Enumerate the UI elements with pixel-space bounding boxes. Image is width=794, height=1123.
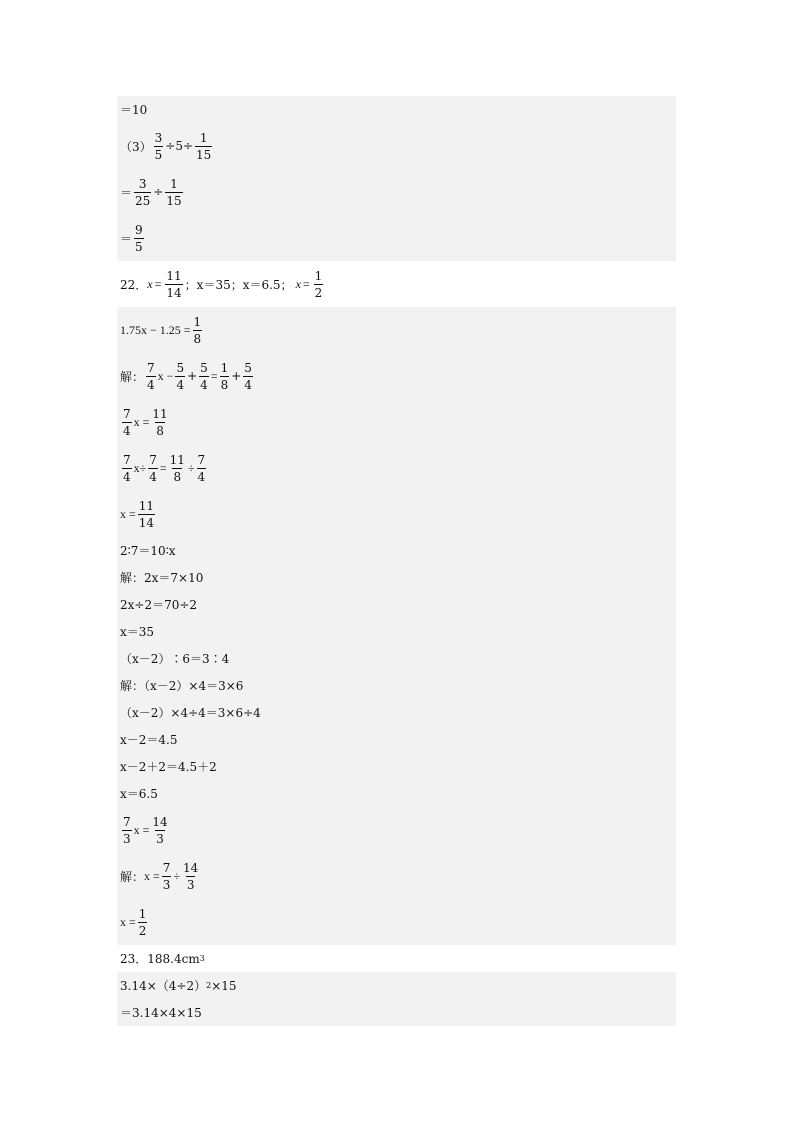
numerator: 1 <box>314 268 323 283</box>
fraction <box>122 816 132 845</box>
operator: ÷5÷ <box>165 139 194 153</box>
denominator: 2 <box>138 923 147 938</box>
text: x－2＝4.5 <box>120 733 178 747</box>
denominator: 4 <box>149 469 157 484</box>
denominator: 8 <box>156 423 164 438</box>
superscript: 2 <box>206 981 212 990</box>
fraction <box>162 862 172 891</box>
text: x＝6.5 <box>120 787 158 801</box>
fraction <box>122 454 132 483</box>
operator: + <box>231 369 242 383</box>
text: 解：2x＝7×10 <box>120 571 204 585</box>
denominator: 14 <box>166 285 182 300</box>
proportion-line <box>117 780 676 807</box>
denominator: 25 <box>135 193 151 208</box>
text: x = <box>133 822 150 837</box>
denominator: 5 <box>135 239 143 254</box>
fraction <box>138 908 148 937</box>
ratio-equation-3 <box>117 899 676 945</box>
text: 2x÷2＝70÷2 <box>120 598 198 612</box>
fraction <box>197 454 207 483</box>
question-22-answer <box>117 261 676 307</box>
denominator: 3 <box>123 831 131 846</box>
ratio-equation-1 <box>117 807 676 853</box>
denominator: 4 <box>147 377 155 392</box>
numerator: 7 <box>123 406 131 421</box>
ratio-equation-2 <box>117 853 676 899</box>
fraction <box>243 362 253 391</box>
equals: = <box>210 368 218 383</box>
text: （x－2）×4÷4＝3×6÷4 <box>120 706 261 720</box>
numerator: 1 <box>220 360 229 375</box>
operator: + <box>187 369 198 383</box>
question-23-answer <box>117 945 676 972</box>
equation-2 <box>117 353 676 399</box>
numerator: 1 <box>138 906 147 921</box>
line-result <box>117 215 676 261</box>
numerator: 11 <box>138 498 155 513</box>
denominator: 14 <box>138 515 155 530</box>
text: 2∶7＝10∶x <box>120 544 176 558</box>
fraction <box>148 454 158 483</box>
numerator: 14 <box>152 814 168 829</box>
operator: ÷ <box>153 185 164 199</box>
numerator: 11 <box>169 452 185 467</box>
text: 解：（x－2）×4＝3×6 <box>120 679 244 693</box>
fraction <box>314 270 324 299</box>
proportion-line <box>117 645 676 672</box>
line-part-3 <box>117 123 676 169</box>
fraction <box>165 178 182 207</box>
numerator: 5 <box>244 360 252 375</box>
text: x＝35 <box>120 625 155 639</box>
denominator: 4 <box>123 423 131 438</box>
equals: = <box>302 276 310 291</box>
denominator: 4 <box>176 377 185 392</box>
volume-calc-1 <box>117 972 676 999</box>
text: x = <box>120 914 136 929</box>
equation-5 <box>117 491 676 537</box>
numerator: 7 <box>162 860 171 875</box>
denominator: 3 <box>186 877 195 892</box>
numerator: 7 <box>149 452 157 467</box>
text: ＝3.14×4×15 <box>120 1006 202 1020</box>
text: x = <box>133 414 150 429</box>
proportion-line <box>117 591 676 618</box>
operator: ÷ <box>187 460 195 475</box>
numerator: 7 <box>123 814 131 829</box>
fraction <box>193 316 203 345</box>
fraction <box>138 500 155 529</box>
fraction <box>134 224 144 253</box>
text: x－2＋2＝4.5＋2 <box>120 760 217 774</box>
denominator: 8 <box>193 331 202 346</box>
fraction <box>151 408 168 437</box>
text: 3.14×（4÷2） <box>120 979 207 993</box>
text: ×15 <box>211 978 237 993</box>
numerator: 5 <box>176 360 185 375</box>
equals: ＝ <box>120 231 133 246</box>
text: x − <box>157 368 174 383</box>
superscript: 3 <box>199 954 205 963</box>
numerator: 7 <box>123 452 131 467</box>
text: x = <box>144 868 160 883</box>
equation-1 <box>117 307 676 353</box>
numerator: 3 <box>154 130 163 145</box>
text: ＝10 <box>120 103 148 117</box>
variable: x <box>147 276 153 291</box>
text: ；x＝35；x＝6.5； <box>184 277 293 292</box>
fraction <box>122 408 132 437</box>
question-number: 22． <box>120 277 148 292</box>
text: x = <box>120 506 136 521</box>
proportion-line <box>117 753 676 780</box>
denominator: 8 <box>173 469 182 484</box>
denominator: 4 <box>123 469 131 484</box>
solution-label: 解： <box>120 369 145 384</box>
equation-3 <box>117 399 676 445</box>
equals: ＝ <box>120 185 133 200</box>
fraction <box>182 862 199 891</box>
denominator: 15 <box>166 193 182 208</box>
variable: x <box>295 276 301 291</box>
numerator: 3 <box>138 176 147 191</box>
fraction <box>154 132 164 161</box>
denominator: 4 <box>197 469 206 484</box>
numerator: 11 <box>166 268 182 283</box>
denominator: 3 <box>162 877 171 892</box>
denominator: 4 <box>200 377 208 392</box>
denominator: 15 <box>196 147 212 162</box>
fraction <box>151 816 168 845</box>
text: （x－2）∶6＝3∶4 <box>120 652 230 666</box>
proportion-line <box>117 537 676 564</box>
text: x÷ <box>133 460 147 475</box>
numerator: 1 <box>193 314 202 329</box>
line-step <box>117 169 676 215</box>
fraction <box>175 362 185 391</box>
fraction <box>195 132 212 161</box>
proportion-line <box>117 726 676 753</box>
fraction <box>146 362 156 391</box>
label: （3） <box>120 139 152 154</box>
fraction <box>220 362 230 391</box>
fraction <box>134 178 151 207</box>
proportion-line <box>117 672 676 699</box>
fraction <box>199 362 209 391</box>
answer-content <box>117 96 676 1026</box>
volume-calc-2 <box>117 999 676 1026</box>
solution-label: 解： <box>120 869 145 884</box>
numerator: 14 <box>183 860 199 875</box>
denominator: 4 <box>244 377 252 392</box>
numerator: 1 <box>170 176 178 191</box>
text: 23．188.4cm <box>120 952 200 966</box>
proportion-line <box>117 618 676 645</box>
fraction <box>169 454 186 483</box>
numerator: 7 <box>197 452 206 467</box>
equation-lhs: 1.75x − 1.25 = <box>120 322 191 337</box>
denominator: 5 <box>154 147 163 162</box>
numerator: 1 <box>199 130 208 145</box>
denominator: 8 <box>220 377 229 392</box>
numerator: 9 <box>135 222 143 237</box>
numerator: 5 <box>200 360 208 375</box>
operator: ÷ <box>173 868 181 883</box>
denominator: 3 <box>156 831 164 846</box>
numerator: 11 <box>152 406 168 421</box>
denominator: 2 <box>314 285 323 300</box>
line-eq-10 <box>117 96 676 123</box>
equals: = <box>154 276 162 291</box>
proportion-line <box>117 699 676 726</box>
fraction <box>165 270 182 299</box>
equals: = <box>159 460 167 475</box>
proportion-line <box>117 564 676 591</box>
equation-4 <box>117 445 676 491</box>
numerator: 7 <box>147 360 155 375</box>
